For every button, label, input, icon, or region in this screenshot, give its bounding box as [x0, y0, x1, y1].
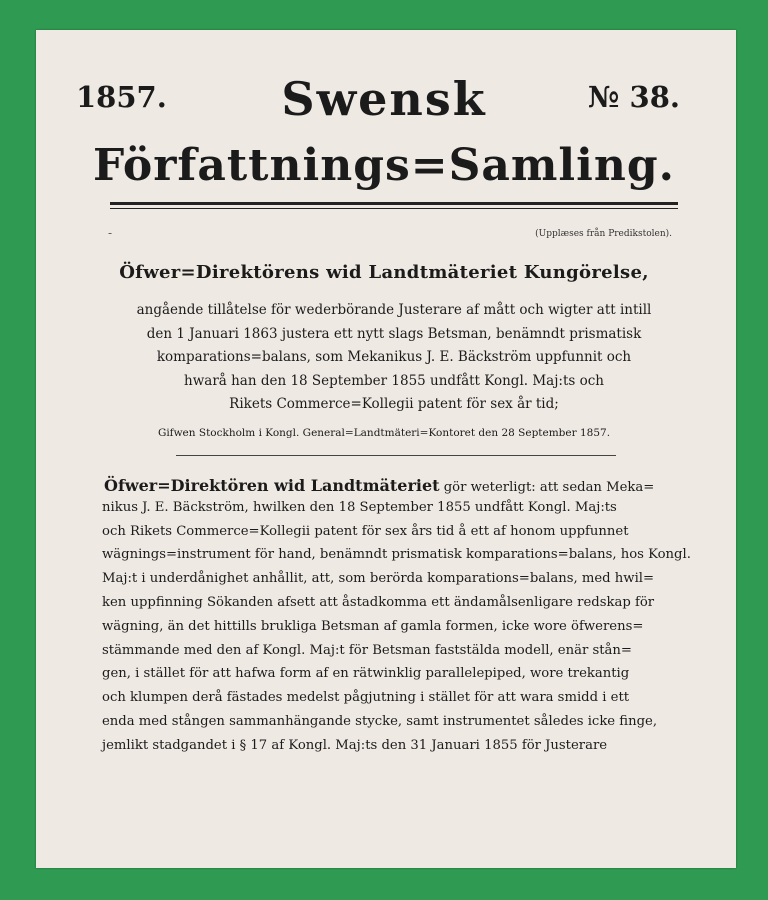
- body-line: stämmande med den af Kongl. Maj:t för Betsman faststälda modell, enär stån=: [102, 642, 632, 658]
- subtitle-line: den 1 Januari 1863 justera ett nytt slags Betsman, benämndt prismatisk: [146, 325, 642, 342]
- header-rule-thick: [110, 202, 678, 205]
- reading-note: (Upplæses från Predikstolen).: [535, 229, 672, 239]
- body-line: enda med stången sammanhängande stycke, samt instrumentet således icke finge,: [102, 713, 658, 729]
- body-text: [102, 476, 691, 762]
- header-rule-thin: [110, 208, 678, 209]
- subtitle-line: komparations=balans, som Mekanikus J. E. Bäckström uppfunnit och: [156, 349, 632, 365]
- publication-title: Swensk: [281, 72, 487, 126]
- body-line: wägnings=instrument för hand, benämndt prismatisk komparations=balans, hos Kongl.: [102, 547, 691, 563]
- ornament-dash: -: [108, 226, 113, 240]
- body-line: nikus J. E. Bäckström, hwilken den 18 September 1855 undfått Kongl. Maj:ts: [102, 499, 617, 515]
- body-line: [102, 476, 682, 500]
- body-line: wägning, än det hittills brukliga Betsman af gamla formen, icke wore öfwerens=: [102, 618, 644, 634]
- publication-subtitle: Författnings=Samling.: [93, 140, 675, 191]
- body-lead: Öfwer=Direktören wid Landtmäteriet: [104, 476, 440, 495]
- subtitle-line: Rikets Commerce=Kollegii patent för sex år tid;: [229, 396, 559, 412]
- section-divider: [176, 455, 616, 456]
- body-first-line-rest: gör weterligt: att sedan Meka=: [439, 480, 655, 495]
- given-line: Gifwen Stockholm i Kongl. General=Landtmäteri=Kontoret den 28 September 1857.: [157, 427, 611, 439]
- body-line: gen, i stället för att hafwa form af en rätwinklig parallelepiped, wore trekantig: [102, 666, 630, 682]
- subtitle-line: hwarå han den 18 September 1855 undfått Kongl. Maj:ts och: [184, 372, 604, 389]
- issue-number: № 38.: [587, 80, 680, 114]
- issue-year: 1857.: [76, 80, 167, 114]
- notice-subtitle: [132, 302, 656, 420]
- subtitle-line: angående tillåtelse för wederbörande Justerare af mått och wigter att intill: [136, 302, 652, 318]
- body-line: och Rikets Commerce=Kollegii patent för sex års tid å ett af honom uppfunnet: [102, 523, 629, 539]
- body-line: och klumpen derå fästades medelst pågjutning i stället för att wara smidd i ett: [102, 690, 630, 706]
- body-line: jemlikt stadgandet i § 17 af Kongl. Maj:ts den 31 Januari 1855 för Justerare: [102, 737, 608, 753]
- notice-heading: Öfwer=Direktörens wid Landtmäteriet Kungörelse,: [119, 262, 649, 283]
- body-line: ken uppfinning Sökanden afsett att åstadkomma ett ändamålsenligare redskap för: [102, 594, 655, 610]
- body-line: Maj:t i underdånighet anhållit, att, som berörda komparations=balans, med hwil=: [102, 571, 655, 587]
